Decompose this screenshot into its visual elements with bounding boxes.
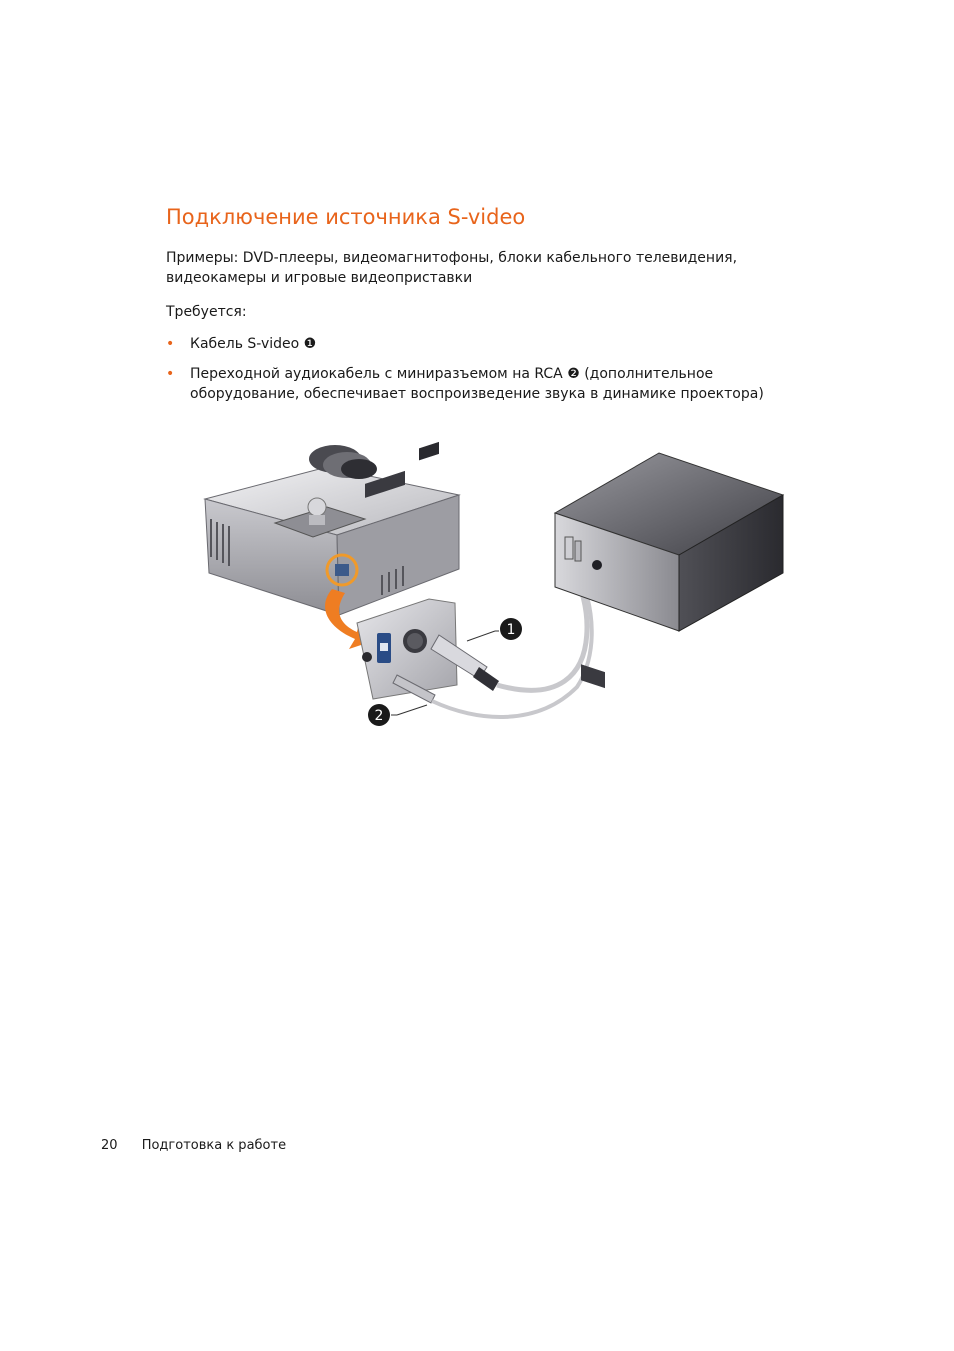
callout-2 xyxy=(368,704,427,726)
zoom-detail xyxy=(357,599,499,703)
callout-1-label: 1 xyxy=(506,622,516,638)
bullet-icon: • xyxy=(166,366,175,382)
requirements-list xyxy=(166,334,826,404)
examples-paragraph: Примеры: DVD-плееры, видеомагнитофоны, блоки кабельного телевидения, видеокамеры и игровые видеоприставки xyxy=(166,250,738,286)
page-number: 20 xyxy=(101,1138,118,1153)
page-footer xyxy=(101,1138,286,1153)
section-heading: Подключение источника S-video xyxy=(166,205,526,229)
footer-section: Подготовка к работе xyxy=(141,1138,287,1153)
connection-illustration xyxy=(177,427,802,737)
list-item xyxy=(166,334,826,354)
list-item-text: Переходной аудиокабель с миниразъемом на RCA ❷ (дополнительное оборудование, обеспечивает воспроизведение звука в динамике проектора) xyxy=(190,366,764,402)
requires-label: Требуется: xyxy=(166,304,247,320)
callout-2-label: 2 xyxy=(374,708,384,724)
bullet-icon: • xyxy=(166,336,175,352)
list-item xyxy=(166,364,826,404)
callout-1 xyxy=(467,618,522,641)
list-item-text: Кабель S-video ❶ xyxy=(190,336,317,352)
